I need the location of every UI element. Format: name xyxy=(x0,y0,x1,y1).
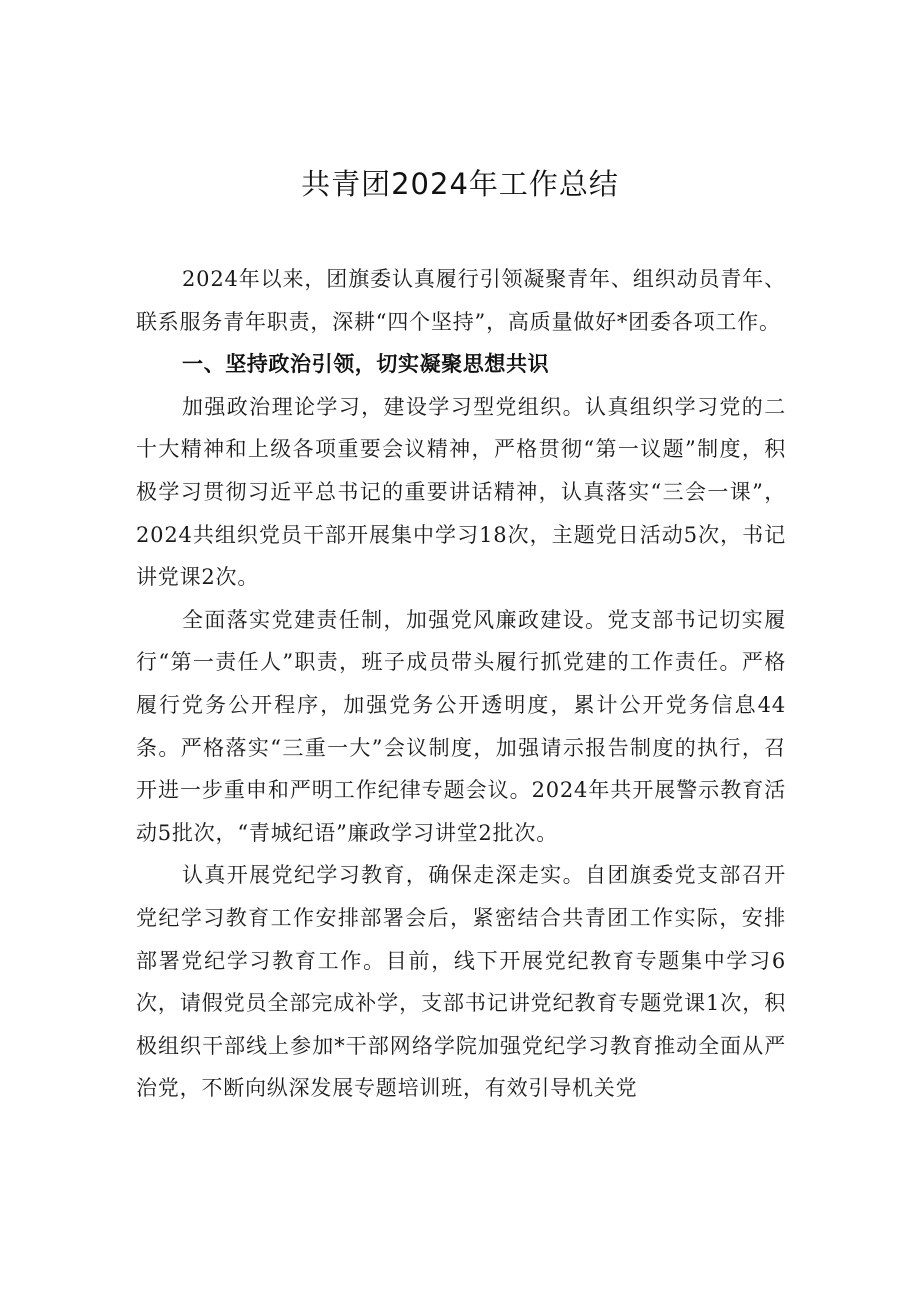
document-title: 共青团2024年工作总结 xyxy=(301,167,619,201)
document-body xyxy=(136,258,786,1110)
body-paragraph: 加强政治理论学习，建设学习型党组织。认真组织学习党的二十大精神和上级各项重要会议精神，严格贯彻“第一议题”制度，积极学习贯彻习近平总书记的重要讲话精神，认真落实“三会一课”，2024共组织党员干部开展集中学习18次，主题党日活动5次，书记讲党课2次。 xyxy=(136,394,786,590)
intro-paragraph: 2024年以来，团旗委认真履行引领凝聚青年、组织动员青年、联系服务青年职责，深耕“四个坚持”，高质量做好*团委各项工作。 xyxy=(136,267,786,334)
section-heading: 一、坚持政治引领，切实凝聚思想共识 xyxy=(182,352,550,377)
body-paragraph: 认真开展党纪学习教育，确保走深走实。自团旗委党支部召开党纪学习教育工作安排部署会后，紧密结合共青团工作实际，安排部署党纪学习教育工作。目前，线下开展党纪教育专题集中学习6次，请假党员全部完成补学，支部书记讲党纪教育专题党课1次，积极组织干部线上参加*干部网络学院加强党纪学习教育推动全面从严治党，不断向纵深发展专题培训班，有效引导机关党 xyxy=(136,863,786,1101)
body-paragraph: 全面落实党建责任制，加强党风廉政建设。党支部书记切实履行“第一责任人”职责，班子成员带头履行抓党建的工作责任。严格履行党务公开程序，加强党务公开透明度，累计公开党务信息44条。严格落实“三重一大”会议制度，加强请示报告制度的执行，召开进一步重申和严明工作纪律专题会议。2024年共开展警示教育活动5批次，“青城纪语”廉政学习讲堂2批次。 xyxy=(136,607,786,845)
